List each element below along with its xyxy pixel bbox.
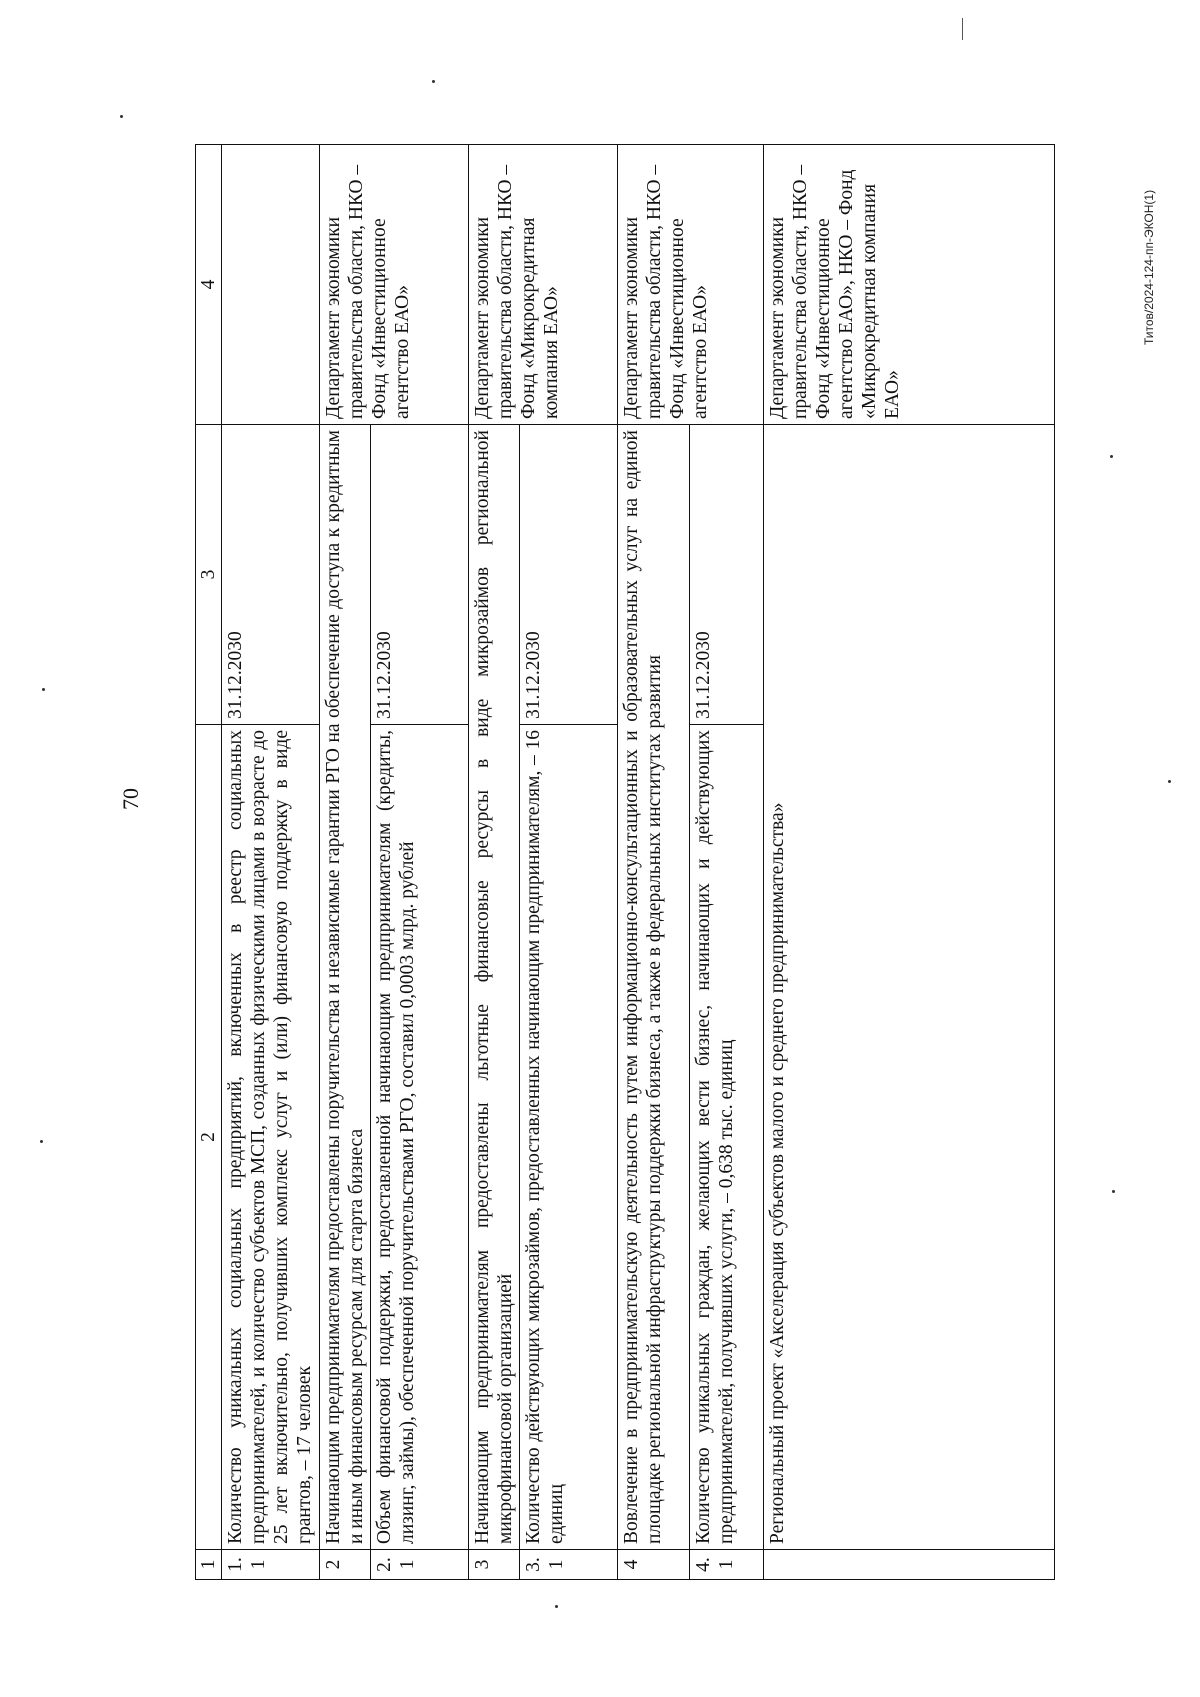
- row-indicator-text: Количество действующих микрозаймов, предоставленных начинающим предпринимателям, – 16 единиц: [520, 725, 618, 1550]
- scan-speck: [120, 115, 123, 118]
- row-number: [764, 1550, 1055, 1580]
- scan-mark: [962, 18, 963, 40]
- row-number: 2.1: [371, 1550, 469, 1580]
- row-deadline: 31.12.2030: [690, 425, 764, 725]
- scan-speck: [1110, 455, 1113, 458]
- scan-speck: [40, 1140, 43, 1143]
- header-cell: 4: [196, 145, 222, 425]
- row-responsible: Департамент экономики правительства области, НКО – Фонд «Инвестиционное агентство ЕАО»: [320, 145, 469, 425]
- document-code: Титов/2024-124-пп-ЭКОН(1): [1142, 189, 1156, 345]
- table-row: [320, 145, 371, 1580]
- row-task-text: Вовлечение в предпринимательскую деятельность путем информационно-консультационных и образовательных услуг на единой площадке региональной инфраструктуры поддержки бизнеса, а также в федеральных институтах развития: [618, 425, 690, 1550]
- rotated-table-wrapper: [195, 145, 1055, 1580]
- row-deadline: 31.12.2030: [222, 425, 320, 725]
- scan-speck: [1168, 780, 1171, 783]
- scan-speck: [432, 80, 435, 83]
- table-row: [222, 145, 320, 1580]
- row-deadline: 31.12.2030: [371, 425, 469, 725]
- row-number: 3: [469, 1550, 520, 1580]
- row-number: 3.1: [520, 1550, 618, 1580]
- row-number: 4: [618, 1550, 690, 1580]
- row-task-text: Начинающим предпринимателям предоставлены поручительства и независимые гарантии РГО на обеспечение доступа к кредитным и иным финансовым ресурсам для старта бизнеса: [320, 425, 371, 1550]
- row-responsible: Департамент экономики правительства области, НКО – Фонд «Инвестиционное агентство ЕАО»: [618, 145, 764, 425]
- header-cell: 1: [196, 1550, 222, 1580]
- row-indicator-text: Количество уникальных социальных предприятий, включенных в реестр социальных предпринимателей, и количество субъектов МСП, созданных физическими лицами в возрасте до 25 лет включительно, получивших комплекс услуг и (или) финансовую поддержку в виде грантов, – 17 человек: [222, 725, 320, 1550]
- row-responsible: Департамент экономики правительства области, НКО – Фонд «Инвестиционное агентство ЕАО», НКО – Фонд «Микрокредитная компания ЕАО»: [764, 145, 1055, 425]
- header-cell: 3: [196, 425, 222, 725]
- table-header-row: [196, 145, 222, 1580]
- header-cell: 2: [196, 725, 222, 1550]
- table-row: [764, 145, 1055, 1580]
- page-number: 70: [118, 788, 143, 810]
- row-indicator-text: Количество уникальных граждан, желающих вести бизнес, начинающих и действующих предпринимателей, получивших услуги, – 0,638 тыс. единиц: [690, 725, 764, 1550]
- row-number: 4.1: [690, 1550, 764, 1580]
- row-task-text: Начинающим предпринимателям предоставлены льготные финансовые ресурсы в виде микрозаймов региональной микрофинансовой организацией: [469, 425, 520, 1550]
- document-table: [195, 144, 1055, 1580]
- row-number: 1.1: [222, 1550, 320, 1580]
- row-responsible: Департамент экономики правительства области, НКО – Фонд «Микрокредитная компания ЕАО»: [469, 145, 618, 425]
- table-row: [469, 145, 520, 1580]
- scan-speck: [42, 688, 45, 691]
- row-deadline: 31.12.2030: [520, 425, 618, 725]
- table-row: [618, 145, 690, 1580]
- row-number: 2: [320, 1550, 371, 1580]
- row-responsible: [222, 145, 320, 425]
- row-project-title: Региональный проект «Акселерация субъектов малого и среднего предпринимательства»: [764, 425, 1055, 1550]
- row-indicator-text: Объем финансовой поддержки, предоставленной начинающим предпринимателям (кредиты, лизинг, займы), обеспеченной поручительствами РГО, составил 0,0003 млрд. рублей: [371, 725, 469, 1550]
- scan-speck: [1112, 1190, 1115, 1193]
- scan-speck: [555, 1605, 558, 1608]
